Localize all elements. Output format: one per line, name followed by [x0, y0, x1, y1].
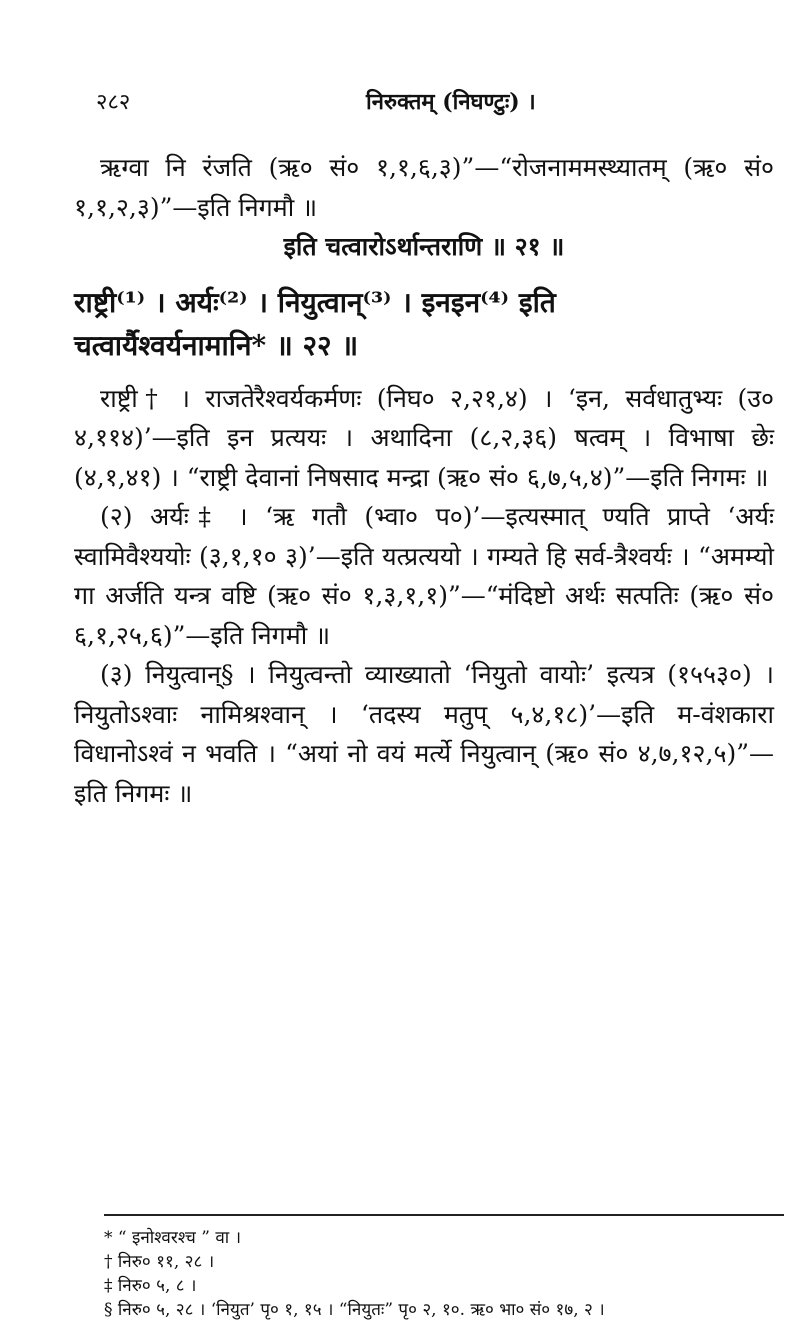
- footnote-divider: [104, 1214, 784, 1216]
- footnote: † निरु० ११, २८ ।: [104, 1252, 215, 1272]
- footnote: ‡ निरु० ५, ८ ।: [104, 1276, 197, 1296]
- section-close: इति चत्वारोऽर्थान्तराणि ॥ २१ ॥: [283, 232, 565, 261]
- footnote: § निरु० ५, २८ । ‘नियुत’ पृ० १, १५ । “नियुतः” पृ० २, १०. ऋ० भा० सं० १७, २ ।: [104, 1300, 605, 1320]
- page-number: २८२: [96, 90, 131, 115]
- page-header: [96, 86, 660, 126]
- paragraph-aryah: (२) अर्यः‡ । ‘ऋ गतौ (भ्वा० प०)’—इत्यस्मात् ण्यति प्राप्ते ‘अर्यः स्वामिवैश्ययोः (३,१,१० ३)’—इति यत्प्रत्ययो । गम्यते हि सर्व-त्रैश्वर्यः । “अमम्यो गा अर्जति यन्त्र वष्टि (ऋ० सं० १,३,१,१)”—“मंदिष्टो अर्थः सत्पतिः (ऋ० सं० ६,१,२५,६)”—इति निगमौ ॥: [74, 502, 774, 650]
- main-text: [74, 148, 774, 813]
- paragraph-rashtri: राष्ट्री† । राजतेरैश्वर्यकर्मणः (निघ० २,२१,४) । ‘इन, सर्वधातुभ्यः (उ० ४,११४)’—इति इन प्रत्ययः । अथादिना (८,२,३६) षत्वम् । विभाषा छेः (४,१,४१) । “राष्ट्री देवानां निषसाद मन्द्रा (ऋ० सं० ६,७,५,४)”—इति निगमः ॥: [74, 383, 774, 492]
- running-title: निरुक्तम् (निघण्टुः) ।: [366, 89, 536, 115]
- paragraph-niyutvan: (३) नियुत्वान्§ । नियुत्वन्तो व्याख्यातो ‘नियुतो वायोः’ इत्यत्र (१५५३०) । नियुतोऽश्वाः नामिश्रश्वान् । ‘तदस्य मतुप् ५,४,१८)’—इति म-वंशकारा विधानोऽश्वं न भवति । “अयां नो वयं मर्त्ये नियुत्वान् (ऋ० सं० ४,७,१२,५)”—इति निगमः ॥: [74, 660, 774, 808]
- sutra-heading: राष्ट्री⁽¹⁾ । अर्यः⁽²⁾ । नियुत्वान्⁽³⁾ । इनइन⁽⁴⁾ इति: [74, 285, 556, 319]
- footnotes: [104, 1226, 784, 1322]
- footnote: * “ इनोश्वरश्च ” वा ।: [104, 1228, 242, 1248]
- paragraph-quotation: ऋग्वा नि रंजति (ऋ० सं० १,१,६,३)”—“रोजनाममस्थ्यातम् (ऋ० सं० १,१,२,३)”—इति निगमौ ॥: [74, 153, 774, 222]
- sutra-heading-continued: चत्वार्यैश्वर्यनामानि* ॥ २२ ॥: [74, 328, 359, 362]
